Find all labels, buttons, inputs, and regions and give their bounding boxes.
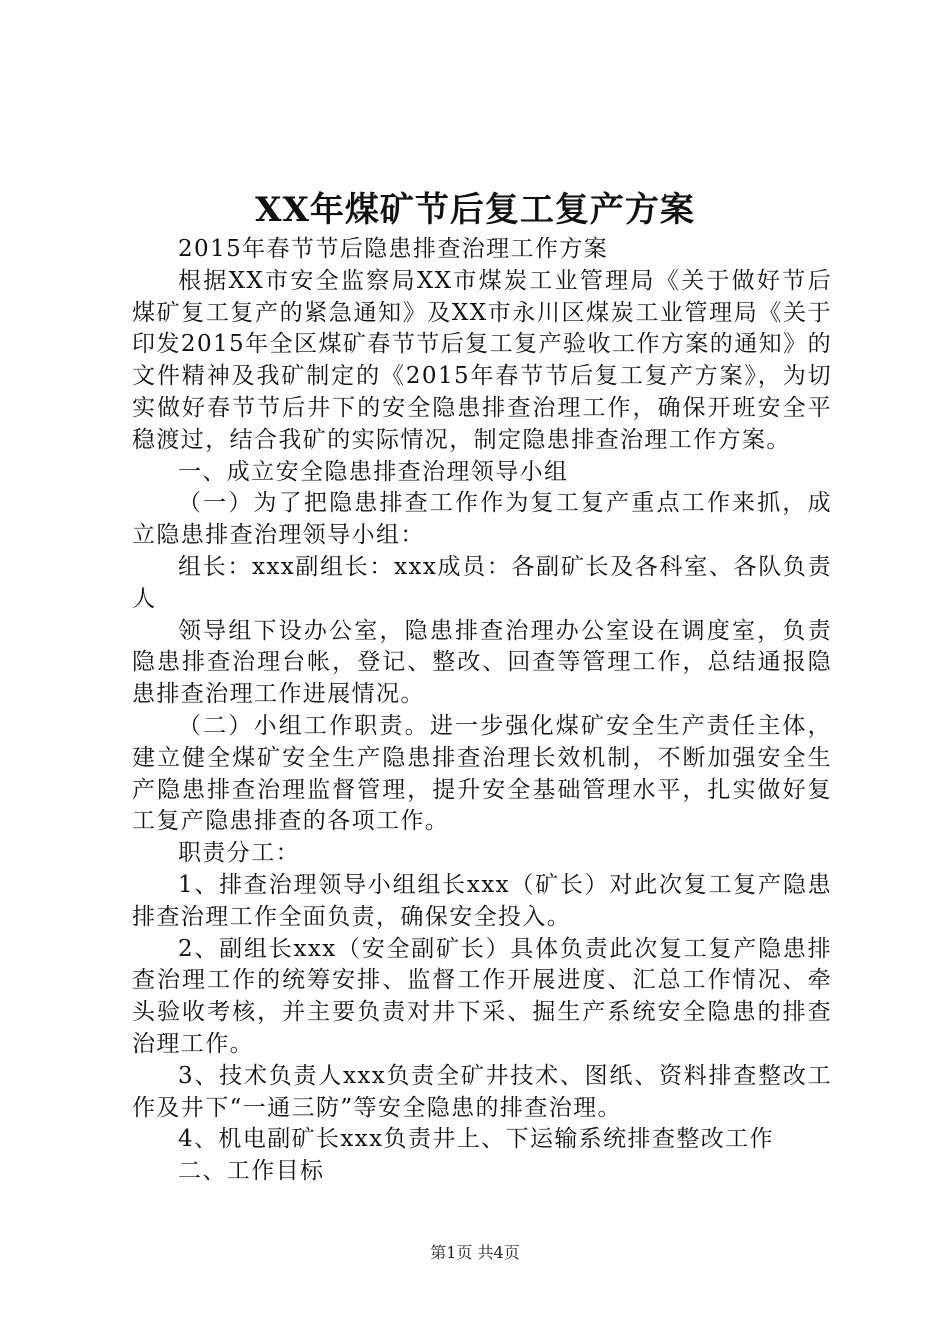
paragraph-intro: 根据XX市安全监察局XX市煤炭工业管理局《关于做好节后煤矿复工复产的紧急通知》及XX市永川区煤炭工业管理局《关于印发2015年全区煤矿春节节后复工复产验收工作方案的通知》的文件精神及我矿制定的《2015年春节节后复工复产方案》，为切实做好春节节后井下的安全隐患排查治理工作，确保开班安全平稳渡过，结合我矿的实际情况，制定隐患排查治理工作方案。 [132,267,832,453]
document-title: XX年煤矿节后复工复产方案 [255,190,695,230]
paragraph-subsection-2: （二）小组工作职责。进一步强化煤矿安全生产责任主体，建立健全煤矿安全生产隐患排查治理长效机制，不断加强安全生产隐患排查治理监督管理，提升安全基础管理水平，扎实做好复工复产隐患排查的各项工作。 [132,712,832,835]
paragraph-subsection-1: （一）为了把隐患排查工作作为复工复产重点工作来抓，成立隐患排查治理领导小组： [132,490,832,549]
paragraph-duty-1: 1、排查治理领导小组组长xxx（矿长）对此次复工复产隐患排查治理工作全面负责，确保安全投入。 [132,871,832,930]
paragraph-duty-3: 3、技术负责人xxx负责全矿井技术、图纸、资料排查整改工作及井下“一通三防”等安全隐患的排查治理。 [132,1062,832,1121]
document-body [132,234,832,1188]
paragraph-office: 领导组下设办公室，隐患排查治理办公室设在调度室，负责隐患排查治理台帐，登记、整改、回查等管理工作，总结通报隐患排查治理工作进展情况。 [132,617,832,708]
paragraph-members: 组长：xxx副组长：xxx成员：各副矿长及各科室、各队负责人 [132,553,832,612]
section-heading-1: 一、成立安全隐患排查治理领导小组 [178,458,569,485]
paragraph-duty-heading: 职责分工： [178,840,300,867]
paragraph-duty-2: 2、副组长xxx（安全副矿长）具体负责此次复工复产隐患排查治理工作的统筹安排、监督工作开展进度、汇总工作情况、牵头验收考核，并主要负责对井下采、掘生产系统安全隐患的排查治理工作。 [132,935,832,1057]
paragraph-subtitle: 2015年春节节后隐患排查治理工作方案 [178,236,609,262]
paragraph-duty-4: 4、机电副矿长xxx负责井上、下运输系统排查整改工作 [178,1126,774,1153]
section-heading-2: 二、工作目标 [178,1158,325,1185]
page-footer: 第1页 共4页 [430,1243,520,1262]
